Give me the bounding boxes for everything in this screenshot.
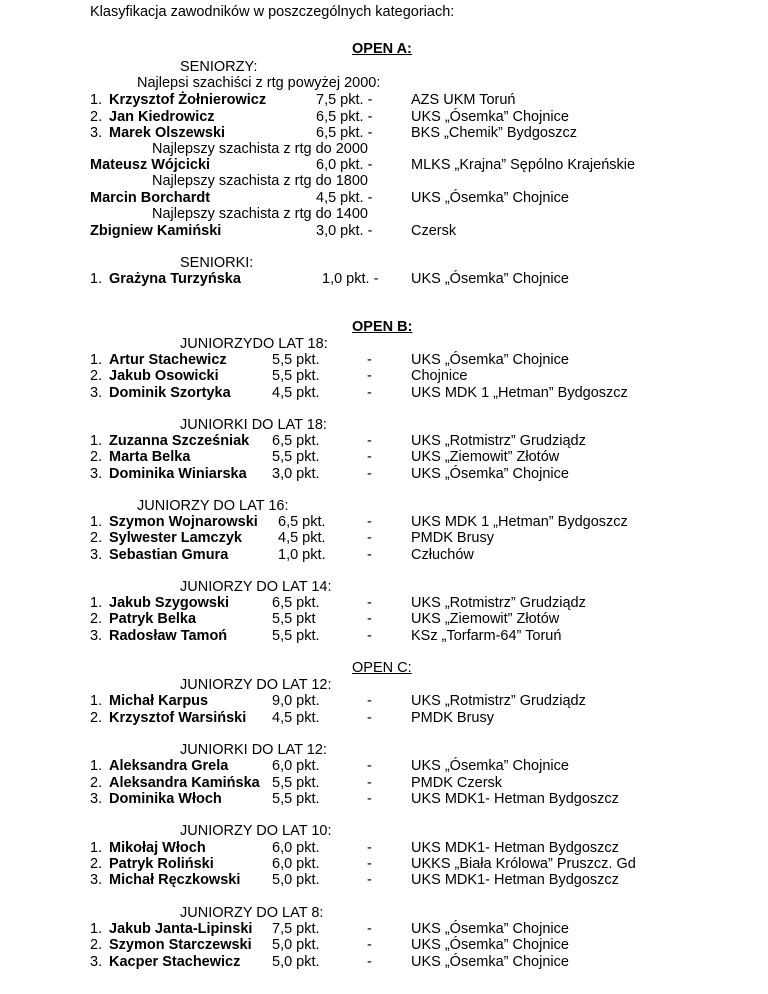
result-row: Zbigniew Kamiński 3,0 pkt. - Czersk: [90, 223, 457, 239]
result-row: 2. Patryk Belka 5,5 pkt - UKS „Ziemowit” Złotów: [90, 611, 560, 627]
result-row: Marcin Borchardt 4,5 pkt. - UKS „Ósemka” Chojnice: [90, 190, 569, 206]
result-row: 3. Kacper Stachewicz 5,0 pkt. - UKS „Ósemka” Chojnice: [90, 954, 569, 970]
open-b-heading: OPEN B:: [352, 319, 413, 335]
result-row: 2. Krzysztof Warsiński 4,5 pkt. - PMDK Brusy: [90, 710, 494, 726]
result-row: 2. Jan Kiedrowicz 6,5 pkt. - UKS „Ósemka” Chojnice: [90, 109, 569, 125]
result-row: 2. Marta Belka 5,5 pkt. - UKS „Ziemowit” Złotów: [90, 449, 560, 465]
result-row: 1. Jakub Szygowski 6,5 pkt. - UKS „Rotmistrz” Grudziądz: [90, 595, 586, 611]
result-row: 1. Aleksandra Grela 6,0 pkt. - UKS „Ósemka” Chojnice: [90, 758, 569, 774]
result-row: 1. Szymon Wojnarowski 6,5 pkt. - UKS MDK 1 „Hetman” Bydgoszcz: [90, 514, 628, 530]
result-row: 2. Szymon Starczewski 5,0 pkt. - UKS „Ósemka” Chojnice: [90, 937, 569, 953]
category-heading: JUNIORZY DO LAT 8:: [180, 905, 324, 921]
result-row: Mateusz Wójcicki 6,0 pkt. - MLKS „Krajna” Sępólno Krajeńskie: [90, 157, 636, 173]
category-heading: JUNIORZY DO LAT 12:: [180, 677, 332, 693]
open-a-heading: OPEN A:: [352, 41, 412, 57]
category-heading: JUNIORKI DO LAT 18:: [180, 417, 327, 433]
category-heading: JUNIORZY DO LAT 14:: [180, 579, 332, 595]
subheading-rtg-2000: Najlepszy szachista z rtg do 2000: [152, 141, 368, 157]
result-row: 2. Aleksandra Kamińska 5,5 pkt. - PMDK Czersk: [90, 775, 503, 791]
result-row: 1. Grażyna Turzyńska 1,0 pkt. - UKS „Ósemka” Chojnice: [90, 271, 569, 287]
result-row: 3. Michał Ręczkowski 5,0 pkt. - UKS MDK1- Hetman Bydgoszcz: [90, 872, 619, 888]
result-row: 1. Jakub Janta-Lipinski 7,5 pkt. - UKS „Ósemka” Chojnice: [90, 921, 569, 937]
category-heading: JUNIORKI DO LAT 12:: [180, 742, 327, 758]
subheading-rtg-1800: Najlepszy szachista z rtg do 1800: [152, 173, 368, 189]
result-row: 3. Dominika Włoch 5,5 pkt. - UKS MDK1- Hetman Bydgoszcz: [90, 791, 619, 807]
subheading-rtg-1400: Najlepszy szachista z rtg do 1400: [152, 206, 368, 222]
result-row: 2. Patryk Roliński 6,0 pkt. - UKKS „Biała Królowa” Pruszcz. Gd: [90, 856, 636, 872]
seniorki-heading: SENIORKI:: [180, 255, 254, 271]
category-heading: JUNIORZY DO LAT 16:: [137, 498, 289, 514]
result-row: 2. Sylwester Lamczyk 4,5 pkt. - PMDK Brusy: [90, 530, 494, 546]
result-row: 2. Jakub Osowicki 5,5 pkt. - Chojnice: [90, 368, 468, 384]
result-row: 3. Radosław Tamoń 5,5 pkt. - KSz „Torfarm-64” Toruń: [90, 628, 562, 644]
category-heading: JUNIORZYDO LAT 18:: [180, 336, 328, 352]
open-c-heading: OPEN C:: [352, 660, 412, 676]
result-row: 1. Michał Karpus 9,0 pkt. - UKS „Rotmistrz” Grudziądz: [90, 693, 586, 709]
result-row: 1. Mikołaj Włoch 6,0 pkt. - UKS MDK1- Hetman Bydgoszcz: [90, 840, 619, 856]
subheading-rtg-above-2000: Najlepsi szachiści z rtg powyżej 2000:: [137, 75, 381, 91]
result-row: 3. Marek Olszewski 6,5 pkt. - BKS „Chemik” Bydgoszcz: [90, 125, 577, 141]
result-row: 1. Artur Stachewicz 5,5 pkt. - UKS „Ósemka” Chojnice: [90, 352, 569, 368]
result-row: 3. Dominika Winiarska 3,0 pkt. - UKS „Ósemka” Chojnice: [90, 466, 569, 482]
result-row: 3. Dominik Szortyka 4,5 pkt. - UKS MDK 1 „Hetman” Bydgoszcz: [90, 385, 628, 401]
document-title: Klasyfikacja zawodników w poszczególnych kategoriach:: [90, 4, 455, 20]
result-row: 1. Zuzanna Szcześniak 6,5 pkt. - UKS „Rotmistrz” Grudziądz: [90, 433, 586, 449]
seniorzy-heading: SENIORZY:: [180, 59, 258, 75]
category-heading: JUNIORZY DO LAT 10:: [180, 823, 332, 839]
result-row: 3. Sebastian Gmura 1,0 pkt. - Człuchów: [90, 547, 474, 563]
result-row: 1. Krzysztof Żołnierowicz 7,5 pkt. - AZS UKM Toruń: [90, 92, 516, 108]
